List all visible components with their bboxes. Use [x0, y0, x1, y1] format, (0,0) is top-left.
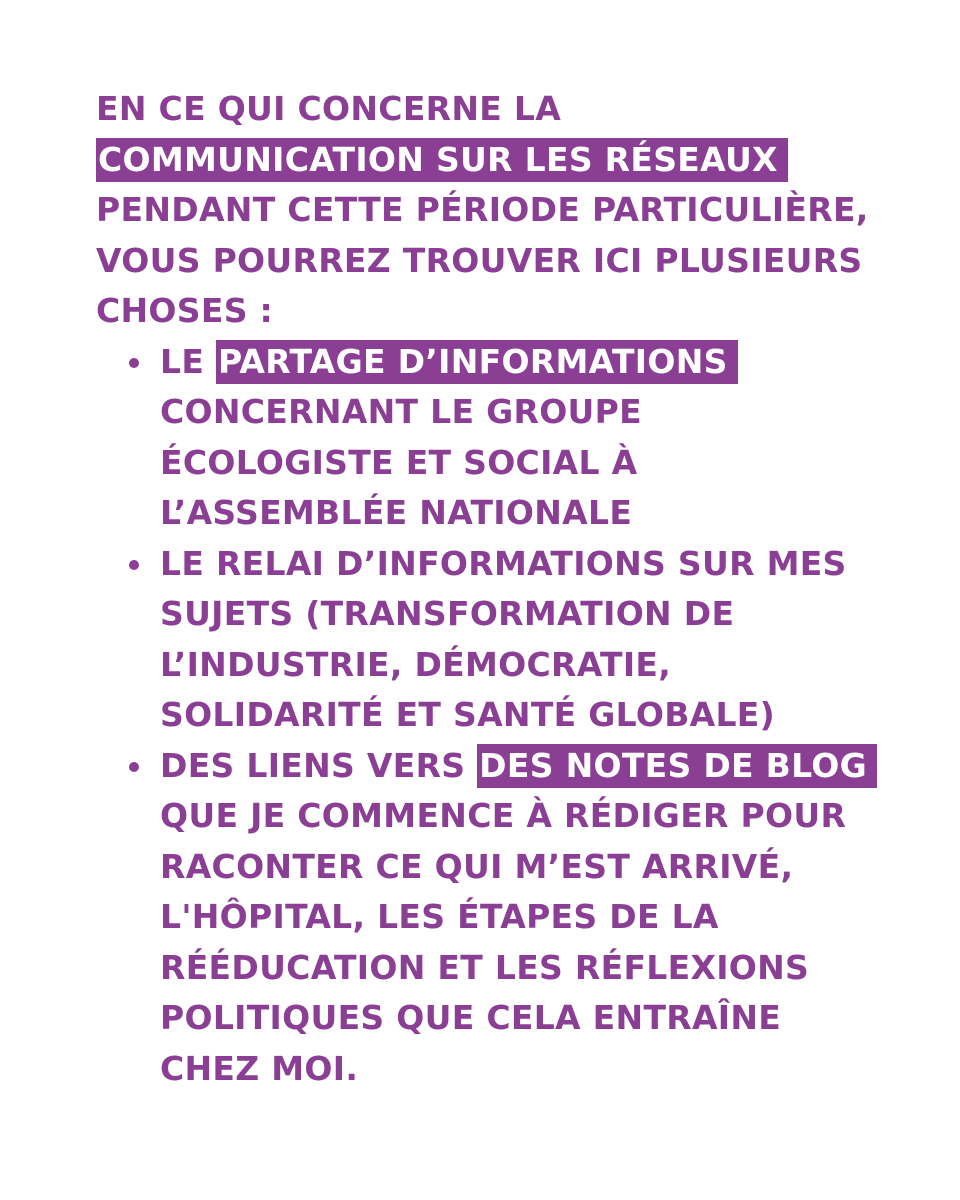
bullet-line: RÉÉDUCATION ET LES RÉFLEXIONS [160, 947, 810, 987]
bullet-line: L’INDUSTRIE, DÉMOCRATIE, [160, 644, 672, 684]
bullet-line: SOLIDARITÉ ET SANTÉ GLOBALE) [160, 695, 776, 734]
highlight-blog: DES NOTES DE BLOG [477, 744, 877, 788]
bullet-line: CONCERNANT LE GROUPE [160, 392, 642, 431]
list-item [96, 337, 876, 539]
bullet-line: L'HÔPITAL, LES ÉTAPES DE LA [160, 897, 719, 936]
intro-line-4: VOUS POURREZ TROUVER ICI PLUSIEURS [96, 240, 863, 280]
post-text [96, 84, 876, 1094]
bullet-line: RACONTER CE QUI M’EST ARRIVÉ, [160, 846, 794, 886]
highlight-communication: COMMUNICATION SUR LES RÉSEAUX [96, 138, 788, 182]
bullet-line: L’ASSEMBLÉE NATIONALE [160, 493, 633, 532]
bullet-line [160, 741, 876, 792]
bullet-line: LE RELAI D’INFORMATIONS SUR MES [160, 543, 847, 583]
highlight-partage: PARTAGE D’INFORMATIONS [216, 340, 738, 384]
bullet-line [160, 337, 876, 388]
bullet-line: SUJETS (TRANSFORMATION DE [160, 594, 735, 633]
bullet-prefix: DES LIENS VERS [160, 745, 466, 785]
bullet-line: CHEZ MOI. [160, 1048, 359, 1088]
bullet-prefix: LE [160, 341, 205, 381]
bullet-line: QUE JE COMMENCE À RÉDIGER POUR [160, 796, 847, 835]
intro-line-2 [96, 135, 876, 186]
bullet-dot-icon [129, 358, 139, 368]
bullet-dot-icon [129, 762, 139, 772]
intro-line-5: CHOSES : [96, 291, 274, 330]
list-item [96, 741, 876, 1095]
bullet-dot-icon [129, 560, 139, 570]
bullet-line: ÉCOLOGISTE ET SOCIAL À [160, 442, 638, 482]
list-item [96, 539, 876, 741]
intro-line-3: PENDANT CETTE PÉRIODE PARTICULIÈRE, [96, 190, 869, 229]
bullet-line: POLITIQUES QUE CELA ENTRAÎNE [160, 998, 782, 1037]
intro-line-1: EN CE QUI CONCERNE LA [96, 89, 562, 128]
bullet-list [96, 337, 876, 1095]
